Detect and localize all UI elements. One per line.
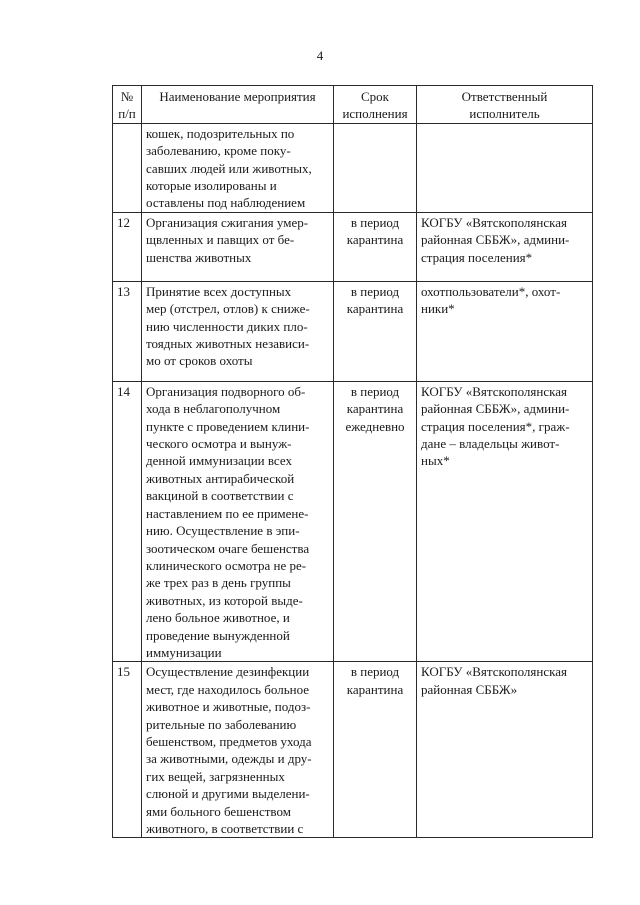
cell-responsible <box>417 381 593 662</box>
cell-term <box>334 381 417 662</box>
table-row <box>113 662 593 838</box>
table-row <box>113 123 593 212</box>
cell-line: наставлением по ее примене- <box>146 505 309 521</box>
cell-line: кошек, подозрительных по <box>146 125 295 141</box>
cell-line: животных, из которой выде- <box>146 592 303 608</box>
header-responsible-line: исполнитель <box>469 106 540 122</box>
header-responsible-line: Ответственный <box>461 89 548 104</box>
cell-responsible <box>417 212 593 281</box>
cell-term <box>334 212 417 281</box>
cell-line: клинического осмотра не ре- <box>146 557 307 573</box>
page-number: 4 <box>316 48 324 63</box>
cell-line: ных* <box>421 453 450 469</box>
cell-line: животного, в соответствии с <box>146 821 304 836</box>
cell-line: пункте с проведением клини- <box>146 418 310 434</box>
cell-line: денной иммунизации всех <box>146 453 292 469</box>
cell-line: щвленных и павщих от бе- <box>146 232 295 248</box>
cell-line: рительные по заболеванию <box>146 716 297 732</box>
cell-line: КОГБУ «Вятскополянская <box>421 664 567 680</box>
cell-line: которые изолированы и <box>146 178 277 194</box>
cell-line: за животными, одежды и дру- <box>146 751 312 767</box>
cell-num: 12 <box>113 212 142 281</box>
header-num <box>113 86 142 124</box>
cell-line: хода в неблагополучном <box>146 401 281 417</box>
cell-term <box>334 662 417 838</box>
cell-line: нию. Осуществление в эпи- <box>146 523 300 539</box>
header-responsible <box>417 86 593 124</box>
cell-responsible <box>417 281 593 381</box>
cell-line: карантина <box>346 681 404 697</box>
cell-line: Осуществление дезинфекции <box>146 664 310 680</box>
measures-table <box>112 85 593 838</box>
cell-line: же трех раз в день группы <box>146 575 291 591</box>
cell-line: страция поселения*, граж- <box>421 418 570 434</box>
cell-line: КОГБУ «Вятскополянская <box>421 214 567 230</box>
cell-line: иммунизации <box>146 644 222 660</box>
cell-line: мест, где находилось больное <box>146 681 310 697</box>
cell-line: в период <box>350 214 400 230</box>
table-row <box>113 381 593 662</box>
cell-line: животное и животные, подоз- <box>146 699 311 715</box>
cell-line: карантина <box>346 401 404 417</box>
table-row <box>113 212 593 281</box>
cell-line: слюной и другими выделени- <box>146 786 310 802</box>
header-term <box>334 86 417 124</box>
cell-name <box>142 381 334 662</box>
cell-line: нию численности диких пло- <box>146 318 308 334</box>
cell-responsible <box>417 123 593 212</box>
cell-line: районная СББЖ», админи- <box>421 401 570 417</box>
cell-line: гих вещей, загрязненных <box>146 768 285 784</box>
header-name-line: Наименование мероприятия <box>159 89 316 104</box>
cell-line: ями больного бешенством <box>146 803 291 819</box>
cell-line: Организация сжигания умер- <box>146 214 309 230</box>
cell-line: ники* <box>421 301 455 317</box>
cell-line: животных антирабической <box>146 470 295 486</box>
cell-line: мо от сроков охоты <box>146 353 253 369</box>
cell-line: мер (отстрел, отлов) к сниже- <box>146 301 310 317</box>
cell-line: савших людей или животных, <box>146 160 312 176</box>
cell-line: карантина <box>346 301 404 317</box>
cell-line: зоотическом очаге бешенства <box>146 540 310 556</box>
cell-line: оставлены под наблюдением <box>146 195 306 211</box>
cell-line: заболеванию, кроме поку- <box>146 143 291 159</box>
cell-term <box>334 281 417 381</box>
cell-name <box>142 662 334 838</box>
cell-line: в период <box>350 383 400 399</box>
cell-num <box>113 123 142 212</box>
header-term-line: исполнения <box>342 106 408 122</box>
cell-line: охотпользователи*, охот- <box>421 283 561 299</box>
header-num-line: п/п <box>118 106 136 122</box>
cell-responsible <box>417 662 593 838</box>
cell-line: карантина <box>346 232 404 248</box>
cell-line: дане – владельцы живот- <box>421 436 560 452</box>
cell-num: 15 <box>113 662 142 838</box>
table-header-row <box>113 86 593 124</box>
cell-line: Принятие всех доступных <box>146 283 292 299</box>
header-num-line: № <box>120 89 134 104</box>
cell-line: страция поселения* <box>421 249 533 265</box>
cell-line: ежедневно <box>345 418 405 434</box>
cell-line: шенства животных <box>146 249 252 265</box>
cell-line: в период <box>350 283 400 299</box>
cell-line: бешенством, предметов ухода <box>146 733 312 749</box>
cell-line: ческого осмотра и вынуж- <box>146 436 292 452</box>
cell-name <box>142 212 334 281</box>
cell-term <box>334 123 417 212</box>
cell-line: тоядных животных независи- <box>146 336 310 352</box>
cell-line: КОГБУ «Вятскополянская <box>421 383 567 399</box>
cell-line: проведение вынужденной <box>146 627 290 643</box>
cell-line: лено больное животное, и <box>146 610 290 626</box>
cell-num: 14 <box>113 381 142 662</box>
header-term-line: Срок <box>361 89 389 104</box>
cell-line: в период <box>350 664 400 680</box>
header-name <box>142 86 334 124</box>
cell-line: районная СББЖ», админи- <box>421 232 570 248</box>
cell-line: вакциной в соответствии с <box>146 488 294 504</box>
cell-name <box>142 281 334 381</box>
cell-line: районная СББЖ» <box>421 681 518 697</box>
cell-num: 13 <box>113 281 142 381</box>
cell-name <box>142 123 334 212</box>
cell-line: Организация подворного об- <box>146 383 306 399</box>
table-row <box>113 281 593 381</box>
